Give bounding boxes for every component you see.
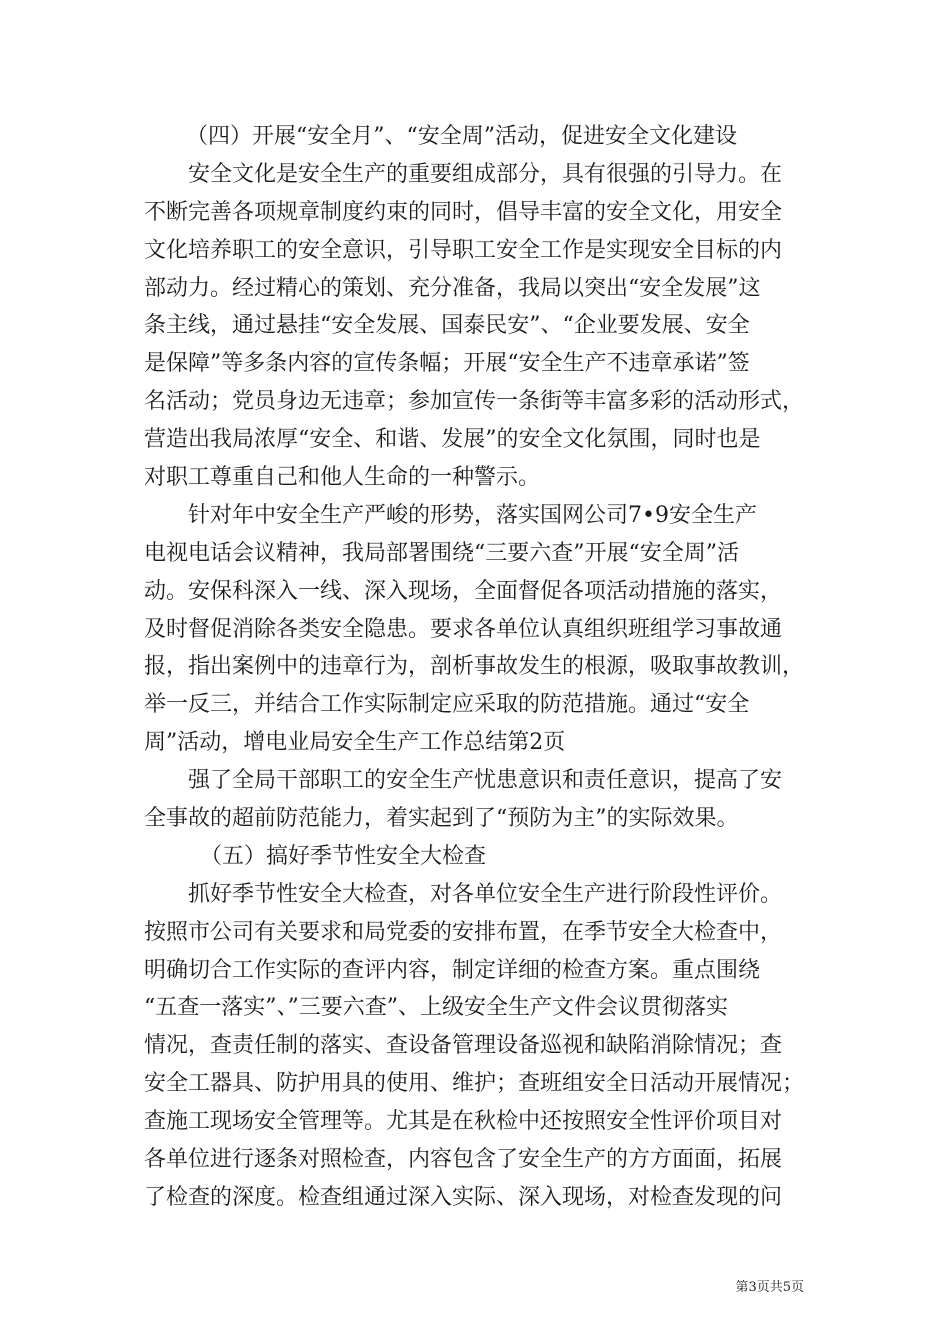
body-text xyxy=(144,118,808,1217)
paragraph-line: 明确切合工作实际的查评内容，制定详细的检查方案。重点围绕 xyxy=(144,957,761,983)
paragraph-line: 对职工尊重自己和他人生命的一种警示。 xyxy=(144,465,541,491)
paragraph-line: 各单位进行逐条对照检查，内容包含了安全生产的方方面面，拓展 xyxy=(144,1147,783,1173)
paragraph-line: 情况，查责任制的落实、查设备管理设备巡视和缺陷消除情况；查 xyxy=(144,1033,783,1059)
paragraph-line: 电视电话会议精神，我局部署围绕“三要六查”开展“安全周”活 xyxy=(144,540,739,566)
paragraph-line: 安全工器具、防护用具的使用、维护；查班组安全日活动开展情况； xyxy=(144,1071,805,1097)
paragraph-line: 部动力。经过精心的策划、充分准备，我局以突出“安全发展”这 xyxy=(144,275,761,301)
paragraph-line: 动。安保科深入一线、深入现场，全面督促各项活动措施的落实， xyxy=(144,578,783,604)
paragraph-line: 名活动；党员身边无违章；参加宣传一条街等丰富多彩的活动形式， xyxy=(144,389,805,415)
paragraph-line: 及时督促消除各类安全隐患。要求各单位认真组织班组学习事故通 xyxy=(144,616,783,642)
paragraph-line: 了检查的深度。检查组通过深入实际、深入现场，对检查发现的问 xyxy=(144,1184,783,1210)
section-heading-5: （五）搞好季节性安全大检查 xyxy=(200,843,487,869)
paragraph-line: 举一反三，并结合工作实际制定应采取的防范措施。通过“安全 xyxy=(144,692,750,718)
paragraph-line: 抓好季节性安全大检查，对各单位安全生产进行阶段性评价。 xyxy=(188,881,783,907)
paragraph-line: 不断完善各项规章制度约束的同时，倡导丰富的安全文化，用安全 xyxy=(144,199,783,225)
paragraph-line: 安全文化是安全生产的重要组成部分，具有很强的引导力。在 xyxy=(188,161,783,187)
paragraph-line: 全事故的超前防范能力，着实起到了“预防为主”的实际效果。 xyxy=(144,806,739,832)
paragraph-line: 周”活动，增电业局安全生产工作总结第2页 xyxy=(144,730,566,756)
paragraph-line: 条主线，通过悬挂“安全发展、国泰民安”、“企业要发展、安全 xyxy=(144,313,750,339)
page-number: 第3页共5页 xyxy=(735,1280,804,1295)
paragraph-line: 针对年中安全生产严峻的形势，落实国网公司7•9安全生产 xyxy=(188,502,757,528)
paragraph-line: “五查一落实”、”三要六查”、上级安全生产文件会议贯彻落实 xyxy=(144,995,728,1021)
section-heading-4: （四）开展“安全月”、“安全周”活动，促进安全文化建设 xyxy=(186,124,737,149)
paragraph-line: 文化培养职工的安全意识，引导职工安全工作是实现安全目标的内 xyxy=(144,237,783,263)
paragraph-line: 强了全局干部职工的安全生产忧患意识和责任意识，提高了安 xyxy=(188,768,783,794)
paragraph-line: 是保障”等多条内容的宣传条幅；开展“安全生产不违章承诺”签 xyxy=(144,351,750,377)
paragraph-line: 营造出我局浓厚“安全、和谐、发展”的安全文化氛围，同时也是 xyxy=(144,427,761,453)
paragraph-line: 按照市公司有关要求和局党委的安排布置，在季节安全大检查中， xyxy=(144,919,783,945)
paragraph-line: 查施工现场安全管理等。尤其是在秋检中还按照安全性评价项目对 xyxy=(144,1109,783,1135)
paragraph-line: 报，指出案例中的违章行为，剖析事故发生的根源，吸取事故教训， xyxy=(144,654,805,680)
